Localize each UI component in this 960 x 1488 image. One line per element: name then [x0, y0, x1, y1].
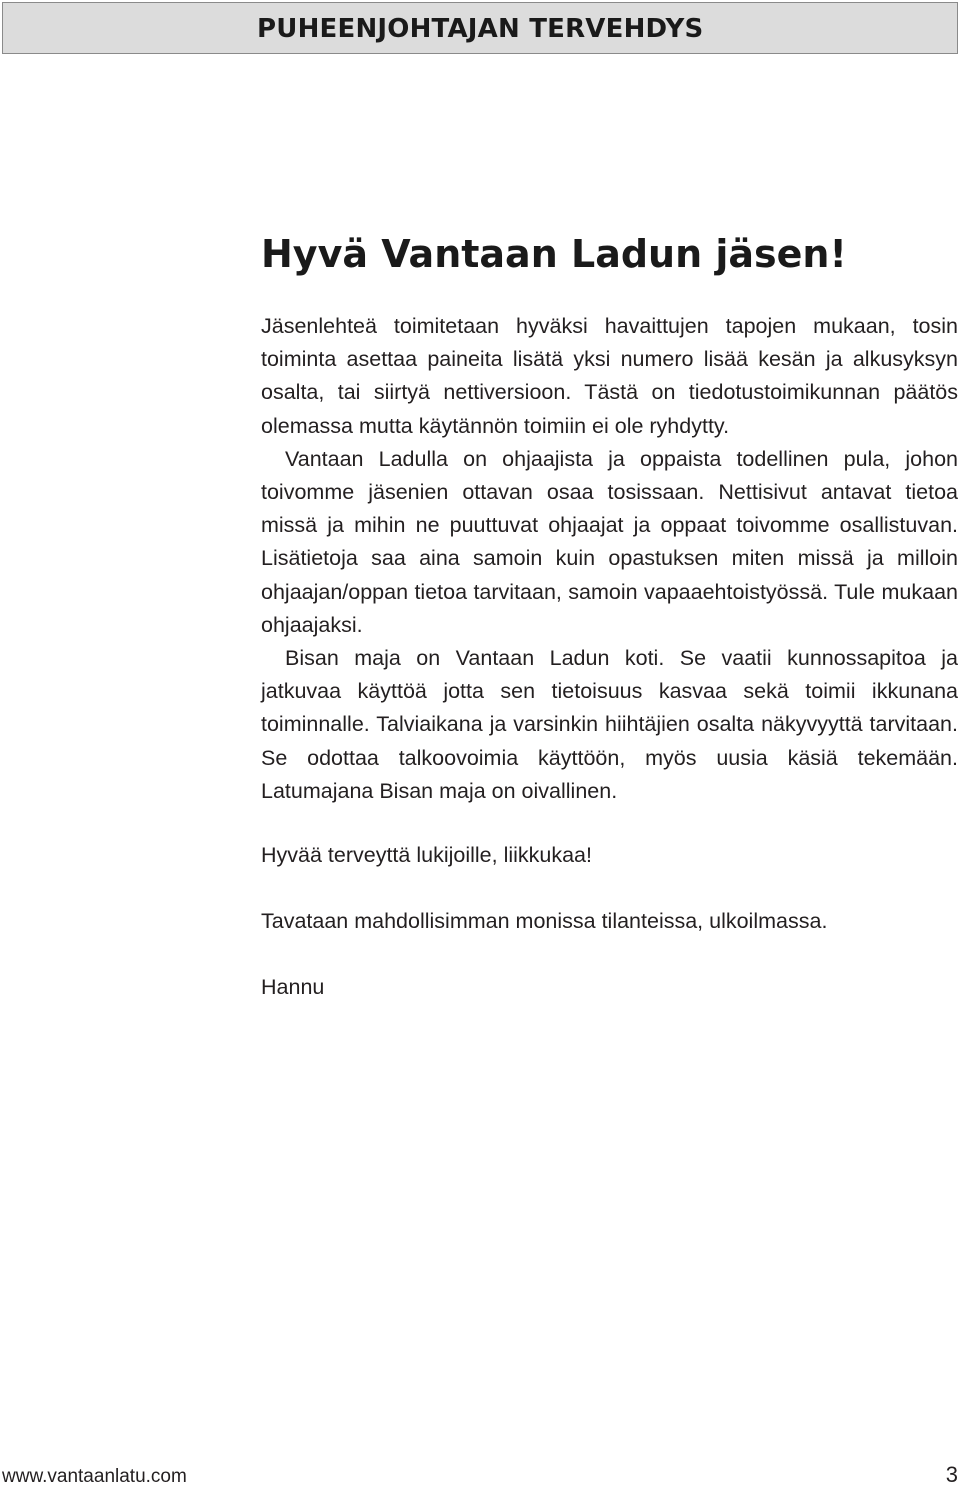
footer-url: www.vantaanlatu.com — [2, 1466, 187, 1487]
article — [261, 228, 958, 1005]
paragraph-newsletter: Jäsenlehteä toimitetaan hyväksi havaittujen tapojen mukaan, tosin toiminta asettaa paineita lisätä yksi numero lisää kesän ja alkusyksyn osalta, tai siirtyä nettiversioon. Tästä on tiedotustoimikunnan päätös olemassa mutta käytännön toimiin ei ole ryhdytty. — [261, 314, 958, 438]
section-title: PUHEENJOHTAJAN TERVEHDYS — [257, 14, 704, 44]
closing-wish: Hyvää terveyttä lukijoille, liikkukaa! — [261, 843, 592, 868]
signature: Hannu — [261, 975, 325, 1000]
greeting-heading: Hyvä Vantaan Ladun jäsen! — [261, 232, 847, 276]
page-number: 3 — [945, 1462, 958, 1487]
paragraph-instructors: Vantaan Ladulla on ohjaajista ja oppaista todellinen pula, johon toivomme jäsenien ottavan osaa tosissaan. Nettisivut antavat tietoa missä ja mihin ne puuttuvat ohjaajat ja oppaat toivomme osallistuvan. Lisätietoja saa aina samoin kuin opastuksen miten missä ja milloin ohjaajan/oppan tietoa tarvitaan, samoin vapaaehtoistyössä. Tule mukaan ohjaajaksi. — [261, 446, 958, 637]
section-header — [2, 2, 958, 54]
closing-farewell: Tavataan mahdollisimman monissa tilanteissa, ulkoilmassa. — [261, 909, 828, 934]
paragraph-bisan-maja: Bisan maja on Vantaan Ladun koti. Se vaatii kunnossapitoa ja jatkuvaa käyttöä jotta sen tietoisuus kasvaa sekä toimii ikkunana toiminnalle. Talviaikana ja varsinkin hiihtäjien osalta näkyvyyttä tarvitaan. Se odottaa talkoovoimia käyttöön, myös uusia käsiä tekemään. Latumajana Bisan maja on oivallinen. — [261, 646, 958, 803]
